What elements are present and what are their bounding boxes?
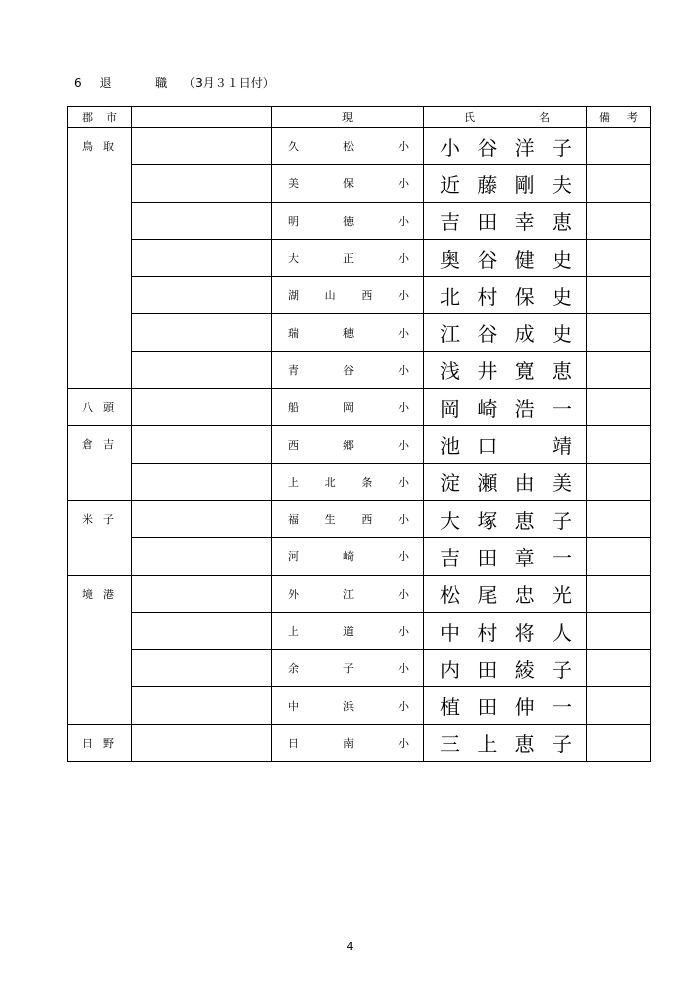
name-cell	[424, 277, 587, 314]
name-char: 成	[514, 322, 535, 347]
name-char: 恵	[551, 210, 572, 235]
name-char: 洋	[514, 135, 535, 160]
name-char: 靖	[551, 434, 572, 459]
name-char: 光	[551, 583, 572, 608]
blank-cell	[132, 239, 272, 276]
note-cell	[587, 239, 651, 276]
name-char: 浩	[514, 396, 535, 421]
note-cell	[587, 724, 651, 761]
name-char: 三	[440, 732, 460, 757]
note-cell	[587, 351, 651, 388]
city-label	[68, 501, 131, 527]
school-char: 生	[324, 513, 336, 527]
name-cell	[424, 575, 587, 612]
city-label	[68, 576, 131, 602]
note-cell	[587, 463, 651, 500]
school-cell	[272, 724, 424, 761]
table-row	[68, 538, 651, 575]
school-char: 南	[343, 736, 354, 750]
school-char: 西	[361, 289, 373, 303]
school-char: 小	[398, 587, 409, 601]
section-number: 6	[74, 76, 82, 90]
school-cell	[272, 500, 424, 537]
school-char: 正	[343, 252, 354, 266]
school-char: 小	[397, 513, 409, 527]
city-char: 吉	[103, 438, 124, 452]
school-char: 岡	[343, 401, 354, 415]
name-cell	[424, 650, 587, 687]
name-char: 恵	[514, 732, 535, 757]
city-char: 境	[82, 587, 103, 601]
table-row	[68, 389, 651, 426]
city-char: 日	[82, 736, 103, 750]
section-date: （3月３１日付）	[183, 76, 275, 90]
school-char: 小	[398, 177, 409, 191]
table-row	[68, 687, 651, 724]
city-char: 米	[82, 512, 103, 526]
name-char: 一	[551, 545, 572, 570]
school-char: 小	[398, 363, 409, 377]
name-char: 忠	[514, 583, 535, 608]
note-cell	[587, 650, 651, 687]
name-char: 井	[477, 359, 498, 384]
blank-cell	[132, 314, 272, 351]
name-char: 寛	[514, 359, 535, 384]
school-char: 江	[343, 587, 354, 601]
school-char: 西	[288, 438, 299, 452]
name-cell	[424, 351, 587, 388]
name-char: 上	[477, 732, 498, 757]
name-cell	[424, 687, 587, 724]
school-char: 瑞	[288, 326, 299, 340]
note-cell	[587, 277, 651, 314]
school-char: 小	[398, 214, 409, 228]
school-char: 谷	[343, 363, 354, 377]
table-row	[68, 202, 651, 239]
name-char: 内	[440, 657, 460, 682]
school-char: 美	[288, 177, 299, 191]
name-cell	[424, 724, 587, 761]
table-row	[68, 239, 651, 276]
note-cell	[587, 612, 651, 649]
school-char: 明	[288, 214, 299, 228]
name-cell	[424, 426, 587, 463]
school-cell	[272, 426, 424, 463]
city-cell	[68, 389, 132, 426]
name-char: 谷	[477, 322, 498, 347]
name-char: 谷	[477, 247, 498, 272]
name-char: 田	[477, 657, 498, 682]
school-cell	[272, 612, 424, 649]
name-char: 保	[514, 284, 535, 309]
school-char: 小	[398, 438, 409, 452]
school-cell	[272, 575, 424, 612]
school-char: 西	[361, 513, 373, 527]
name-char: 子	[551, 657, 572, 682]
school-char: 湖	[288, 289, 299, 303]
school-cell	[272, 389, 424, 426]
section-title: 退 職	[99, 76, 188, 90]
table-row	[68, 165, 651, 202]
city-char: 八	[82, 401, 103, 415]
name-char: 藤	[477, 172, 498, 197]
note-cell	[587, 389, 651, 426]
name-char: 近	[440, 172, 460, 197]
city-cell	[68, 426, 132, 501]
school-char: 外	[288, 587, 299, 601]
blank-cell	[132, 389, 272, 426]
name-char: 村	[477, 284, 498, 309]
name-char: 一	[551, 396, 572, 421]
school-char: 中	[288, 699, 299, 713]
header-name: 氏 名	[424, 107, 587, 128]
blank-cell	[132, 538, 272, 575]
city-cell	[68, 575, 132, 724]
name-cell	[424, 165, 587, 202]
school-cell	[272, 538, 424, 575]
name-char: 幸	[514, 210, 535, 235]
name-char: 江	[440, 322, 460, 347]
name-char: 子	[551, 135, 572, 160]
table-header-row	[68, 107, 651, 128]
name-char: 将	[514, 620, 535, 645]
name-char: 吉	[440, 545, 460, 570]
name-char: 子	[551, 732, 572, 757]
city-char: 野	[103, 736, 124, 750]
school-char: 郷	[343, 438, 354, 452]
table-row	[68, 463, 651, 500]
school-char: 崎	[343, 550, 354, 564]
note-cell	[587, 500, 651, 537]
name-cell	[424, 538, 587, 575]
school-cell	[272, 351, 424, 388]
name-cell	[424, 239, 587, 276]
name-cell	[424, 128, 587, 165]
table-row	[68, 128, 651, 165]
name-char: 大	[440, 508, 460, 533]
blank-cell	[132, 612, 272, 649]
blank-cell	[132, 463, 272, 500]
name-char: 健	[514, 247, 535, 272]
name-cell	[424, 314, 587, 351]
table-body	[68, 128, 651, 762]
school-char: 久	[288, 140, 299, 154]
header-note: 備 考	[587, 107, 651, 128]
school-cell	[272, 239, 424, 276]
name-cell	[424, 202, 587, 239]
name-char: 塚	[477, 508, 498, 533]
city-label	[68, 426, 131, 452]
blank-cell	[132, 724, 272, 761]
school-char: 小	[398, 401, 409, 415]
name-char: 恵	[514, 508, 535, 533]
city-label	[68, 389, 131, 415]
name-char: 夫	[551, 172, 572, 197]
name-char: 田	[477, 545, 498, 570]
city-char: 鳥	[82, 140, 103, 153]
name-char: 美	[551, 471, 572, 496]
name-char: 史	[551, 247, 572, 272]
blank-cell	[132, 277, 272, 314]
table-row	[68, 724, 651, 761]
name-char: 剛	[514, 172, 535, 197]
blank-cell	[132, 351, 272, 388]
note-cell	[587, 202, 651, 239]
school-cell	[272, 165, 424, 202]
name-cell	[424, 389, 587, 426]
name-cell	[424, 612, 587, 649]
blank-cell	[132, 202, 272, 239]
school-cell	[272, 463, 424, 500]
school-char: 福	[288, 513, 299, 527]
table-row	[68, 650, 651, 687]
school-char: 青	[288, 363, 299, 377]
name-char: 恵	[551, 359, 572, 384]
city-char: 頭	[103, 401, 124, 415]
name-char: 口	[477, 434, 498, 459]
blank-cell	[132, 575, 272, 612]
school-char: 穂	[343, 326, 354, 340]
city-label	[68, 725, 131, 751]
header-blank	[132, 107, 272, 128]
table-row	[68, 575, 651, 612]
school-char: 船	[288, 401, 299, 415]
name-char: 淀	[440, 471, 460, 496]
school-char: 日	[288, 736, 299, 750]
city-char: 子	[103, 512, 124, 526]
school-char: 保	[343, 177, 354, 191]
city-char: 取	[103, 140, 124, 153]
school-char: 浜	[343, 699, 354, 713]
note-cell	[587, 538, 651, 575]
school-char: 小	[398, 662, 409, 676]
name-cell	[424, 463, 587, 500]
name-char: 一	[551, 695, 572, 720]
blank-cell	[132, 426, 272, 463]
name-char: 章	[514, 545, 535, 570]
name-char: 田	[477, 695, 498, 720]
school-char: 小	[398, 736, 409, 750]
school-char: 上	[288, 625, 299, 638]
school-char: 小	[398, 252, 409, 266]
school-cell	[272, 277, 424, 314]
school-cell	[272, 687, 424, 724]
city-char: 港	[103, 587, 124, 601]
name-char: 谷	[477, 135, 498, 160]
header-school: 現	[272, 107, 424, 128]
school-cell	[272, 314, 424, 351]
name-char: 尾	[477, 583, 498, 608]
table-row	[68, 314, 651, 351]
table-row	[68, 351, 651, 388]
name-char: 奥	[440, 247, 460, 272]
school-char: 小	[397, 475, 409, 489]
school-char: 条	[361, 475, 373, 489]
name-char: 池	[440, 434, 460, 459]
name-char: 人	[551, 620, 572, 645]
name-char: 北	[440, 284, 460, 309]
school-cell	[272, 128, 424, 165]
school-char: 小	[398, 550, 409, 564]
note-cell	[587, 426, 651, 463]
section-heading	[74, 74, 275, 91]
note-cell	[587, 575, 651, 612]
name-char: 中	[440, 620, 460, 645]
retirement-table	[67, 106, 651, 762]
name-char: 吉	[440, 210, 460, 235]
school-char: 小	[398, 326, 409, 340]
school-char: 道	[343, 625, 354, 638]
page-number: 4	[346, 940, 354, 953]
city-label	[68, 128, 131, 154]
school-char: 北	[324, 475, 336, 489]
school-cell	[272, 202, 424, 239]
name-char: 村	[477, 620, 498, 645]
school-char: 子	[343, 662, 354, 676]
school-char: 小	[398, 140, 409, 154]
blank-cell	[132, 687, 272, 724]
name-char: 松	[440, 583, 460, 608]
school-char: 小	[397, 289, 409, 303]
table-row	[68, 426, 651, 463]
city-cell	[68, 500, 132, 575]
table-row	[68, 500, 651, 537]
school-char: 小	[398, 699, 409, 713]
name-char: 伸	[514, 695, 535, 720]
blank-cell	[132, 165, 272, 202]
school-char: 上	[288, 475, 299, 489]
name-char: 植	[440, 695, 460, 720]
school-char: 徳	[343, 214, 354, 228]
school-char: 河	[288, 550, 299, 564]
note-cell	[587, 687, 651, 724]
name-char: 由	[514, 471, 535, 496]
name-char: 田	[477, 210, 498, 235]
table-row	[68, 277, 651, 314]
name-char	[515, 430, 535, 459]
school-char: 松	[343, 140, 354, 154]
school-char: 小	[398, 625, 409, 638]
note-cell	[587, 128, 651, 165]
blank-cell	[132, 128, 272, 165]
name-char: 崎	[477, 396, 498, 421]
name-char: 史	[551, 284, 572, 309]
name-char: 小	[440, 135, 460, 160]
name-char: 子	[551, 508, 572, 533]
name-char: 浅	[440, 359, 460, 384]
city-char: 倉	[82, 438, 103, 452]
name-char: 史	[551, 322, 572, 347]
school-char: 余	[288, 662, 299, 676]
name-cell	[424, 500, 587, 537]
blank-cell	[132, 500, 272, 537]
name-char: 綾	[514, 657, 535, 682]
school-char: 大	[288, 252, 299, 266]
school-char: 山	[324, 289, 336, 303]
note-cell	[587, 165, 651, 202]
name-char: 岡	[440, 396, 460, 421]
table-row	[68, 612, 651, 649]
header-city: 郡 市	[68, 107, 132, 128]
blank-cell	[132, 650, 272, 687]
city-cell	[68, 724, 132, 761]
name-char: 瀬	[477, 471, 498, 496]
school-cell	[272, 650, 424, 687]
city-cell	[68, 128, 132, 389]
note-cell	[587, 314, 651, 351]
